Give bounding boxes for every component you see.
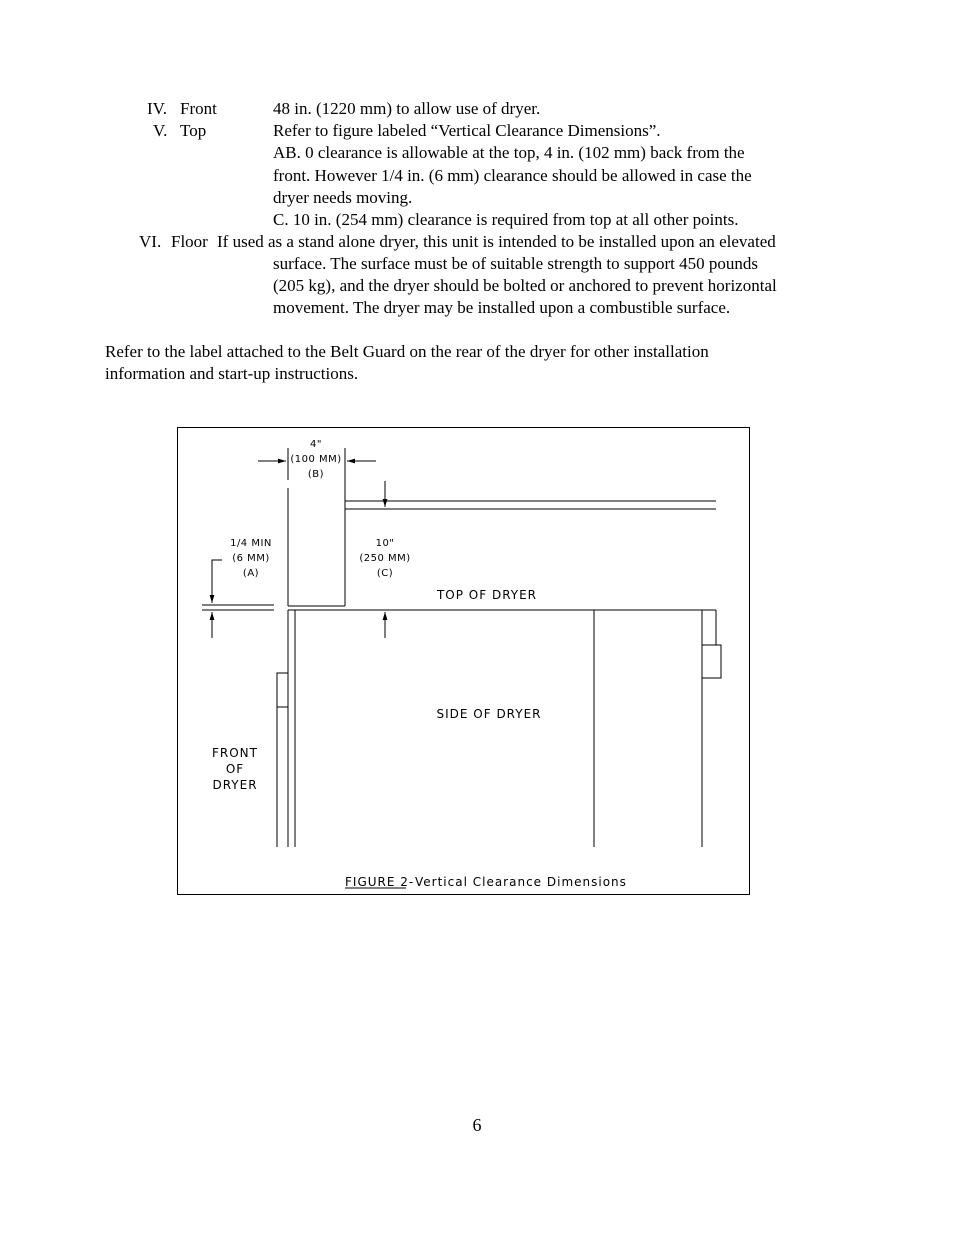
figure-caption-prefix: FIGURE 2-	[345, 875, 415, 889]
item-vi-line: (205 kg), and the dryer should be bolted or anchored to prevent horizontal	[273, 276, 777, 295]
front-handle	[277, 673, 288, 707]
item-v-line: C. 10 in. (254 mm) clearance is required from top at all other points.	[273, 210, 739, 229]
top-of-dryer-label: TOP OF DRYER	[436, 588, 538, 602]
front-of-dryer-label: OF	[225, 762, 245, 776]
item-vi-line: movement. The dryer may be installed upon a combustible surface.	[273, 298, 731, 317]
front-of-dryer-label: FRONT	[212, 746, 258, 760]
item-vi-heading: Floor	[171, 232, 208, 251]
item-vi-line: surface. The surface must be of suitable strength to support 450 pounds	[273, 254, 759, 273]
item-v-line: Refer to figure labeled “Vertical Clearance Dimensions”.	[273, 121, 661, 140]
rear-box	[702, 645, 721, 678]
figure-caption-text: Vertical Clearance Dimensions	[415, 875, 627, 889]
figure-drawing	[178, 428, 751, 896]
dim-c-label: 10"	[375, 538, 395, 549]
dim-c-label: (C)	[376, 568, 394, 579]
dim-a-label: (6 MM)	[232, 553, 270, 564]
side-of-dryer-label: SIDE OF DRYER	[436, 707, 542, 721]
dim-b-label: 4"	[310, 439, 322, 450]
dim-b-label: (100 MM)	[290, 454, 342, 465]
dim-a-arrow-down	[212, 560, 222, 603]
item-v-heading: Top	[180, 121, 207, 140]
item-v-roman: V.	[153, 121, 168, 140]
dim-b-label: (B)	[307, 469, 325, 480]
dim-a-label: 1/4 MIN	[230, 538, 272, 549]
item-v-line: AB. 0 clearance is allowable at the top, 4 in. (102 mm) back from the	[273, 143, 745, 162]
item-iv-heading: Front	[180, 99, 217, 118]
page-number: 6	[472, 1115, 482, 1135]
figure-vertical-clearance	[177, 427, 750, 895]
dim-c-label: (250 MM)	[359, 553, 411, 564]
paragraph-line: Refer to the label attached to the Belt Guard on the rear of the dryer for other installation	[105, 342, 709, 361]
item-v-line: dryer needs moving.	[273, 188, 413, 207]
item-iv-roman: IV.	[147, 99, 167, 118]
front-of-dryer-label: DRYER	[212, 778, 258, 792]
item-vi-lead: If used as a stand alone dryer, this unit is intended to be installed upon an elevated	[217, 232, 776, 251]
dim-a-label: (A)	[242, 568, 260, 579]
item-vi-roman: VI.	[139, 232, 162, 251]
item-iv-line: 48 in. (1220 mm) to allow use of dryer.	[273, 99, 541, 118]
item-v-line: front. However 1/4 in. (6 mm) clearance should be allowed in case the	[273, 166, 752, 185]
paragraph-line: information and start-up instructions.	[105, 364, 359, 383]
